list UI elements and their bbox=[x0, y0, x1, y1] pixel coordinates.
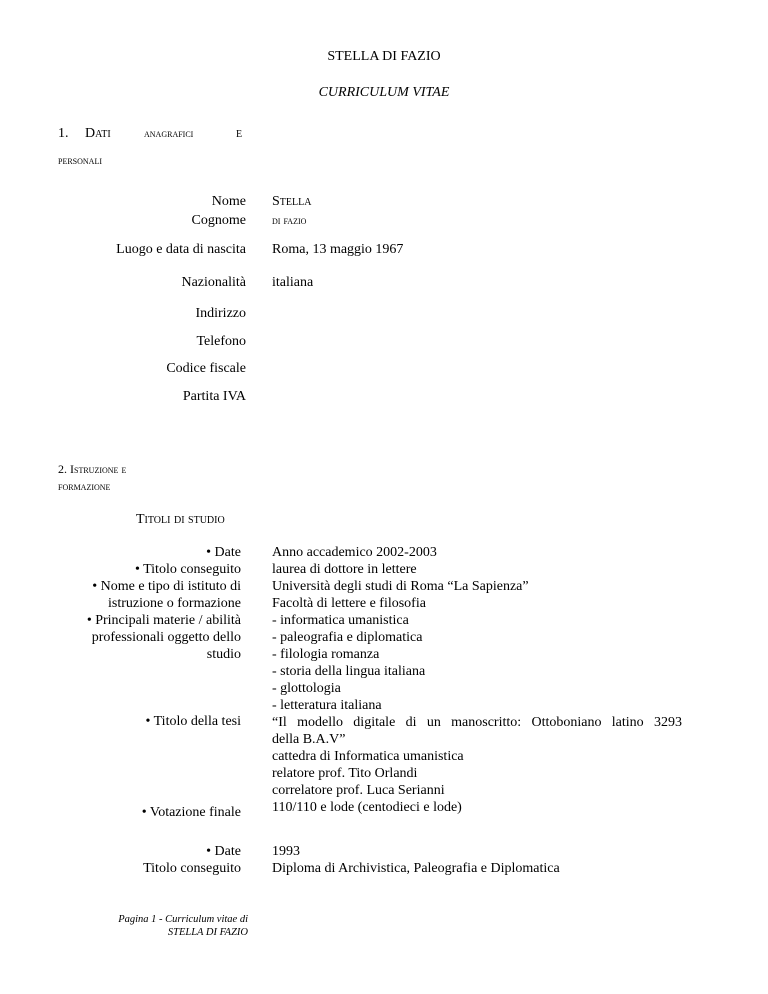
value-universita: Università degli studi di Roma “La Sapienza” bbox=[272, 579, 529, 594]
footer-line-1: Pagina 1 - Curriculum vitae di bbox=[118, 914, 248, 925]
value-materia-6: - letteratura italiana bbox=[272, 698, 382, 713]
label-indirizzo: Indirizzo bbox=[195, 306, 246, 321]
education-values-a bbox=[272, 544, 682, 816]
label-istituto: • Nome e tipo di istituto di bbox=[92, 579, 241, 594]
section-2-heading-cont: formazione bbox=[58, 479, 111, 493]
section-1-title-word-2: anagrafici bbox=[144, 126, 194, 140]
label-istituto-cont: istruzione o formazione bbox=[108, 596, 241, 611]
value-materia-3: - filologia romanza bbox=[272, 647, 380, 662]
label-codice-fiscale: Codice fiscale bbox=[166, 361, 246, 376]
footer-line-2: STELLA DI FAZIO bbox=[167, 927, 248, 938]
label-telefono: Telefono bbox=[196, 334, 246, 349]
value-materia-2: - paleografia e diplomatica bbox=[272, 630, 423, 645]
value-cognome: di fazio bbox=[272, 213, 307, 227]
label-materie: • Principali materie / abilità bbox=[86, 613, 241, 628]
value-nascita: Roma, 13 maggio 1967 bbox=[272, 242, 404, 257]
education-labels-b bbox=[40, 843, 241, 877]
label-nome: Nome bbox=[211, 194, 246, 209]
label-date: • Date bbox=[206, 545, 241, 560]
value-tesi-line-1: “Il modello digitale di un manoscritto: Ottoboniano latino 3293 bbox=[272, 715, 682, 730]
subsection-titoli-di-studio: Titoli di studio bbox=[136, 512, 225, 527]
value-date: Anno accademico 2002-2003 bbox=[272, 545, 437, 560]
value-relatore: relatore prof. Tito Orlandi bbox=[272, 766, 418, 781]
section-1-heading-cont: personali bbox=[58, 153, 103, 167]
section-1-title-word-3: e bbox=[236, 126, 243, 141]
value-date-2: 1993 bbox=[272, 844, 300, 859]
value-nome: Stella bbox=[272, 194, 312, 209]
education-labels-a bbox=[40, 544, 241, 663]
label-titolo-conseguito: • Titolo conseguito bbox=[134, 562, 241, 577]
section-1-title-word-1: Dati bbox=[85, 126, 111, 141]
value-facolta: Facoltà di lettere e filosofia bbox=[272, 596, 426, 611]
document-title: STELLA DI FAZIO bbox=[327, 49, 441, 64]
label-titolo-tesi: • Titolo della tesi bbox=[145, 714, 241, 729]
label-votazione-finale: • Votazione finale bbox=[141, 805, 241, 820]
education-values-b bbox=[272, 843, 682, 877]
label-materie-cont: professionali oggetto dello bbox=[91, 630, 241, 645]
value-materia-4: - storia della lingua italiana bbox=[272, 664, 426, 679]
section-1-number: 1. bbox=[58, 126, 69, 141]
value-materia-5: - glottologia bbox=[272, 681, 341, 696]
value-materia-1: - informatica umanistica bbox=[272, 613, 409, 628]
label-cognome: Cognome bbox=[191, 213, 246, 228]
label-partita-iva: Partita IVA bbox=[182, 389, 246, 404]
document-subtitle: CURRICULUM VITAE bbox=[318, 85, 450, 100]
value-correlatore: correlatore prof. Luca Serianni bbox=[272, 783, 445, 798]
label-nazionalita: Nazionalità bbox=[181, 275, 246, 290]
value-tesi-line-2: della B.A.V” bbox=[272, 732, 346, 747]
value-titolo: laurea di dottore in lettere bbox=[272, 562, 417, 577]
value-cattedra: cattedra di Informatica umanistica bbox=[272, 749, 464, 764]
label-materie-cont-2: studio bbox=[206, 647, 241, 662]
section-2-heading: 2. Istruzione e bbox=[58, 462, 127, 476]
page-footer bbox=[40, 913, 248, 939]
label-titolo-conseguito-2: Titolo conseguito bbox=[143, 861, 241, 876]
value-votazione: 110/110 e lode (centodieci e lode) bbox=[272, 800, 462, 815]
label-nascita: Luogo e data di nascita bbox=[116, 242, 246, 257]
value-titolo-2: Diploma di Archivistica, Paleografia e Diplomatica bbox=[272, 861, 560, 876]
label-date-2: • Date bbox=[206, 844, 241, 859]
value-nazionalita: italiana bbox=[272, 275, 314, 290]
